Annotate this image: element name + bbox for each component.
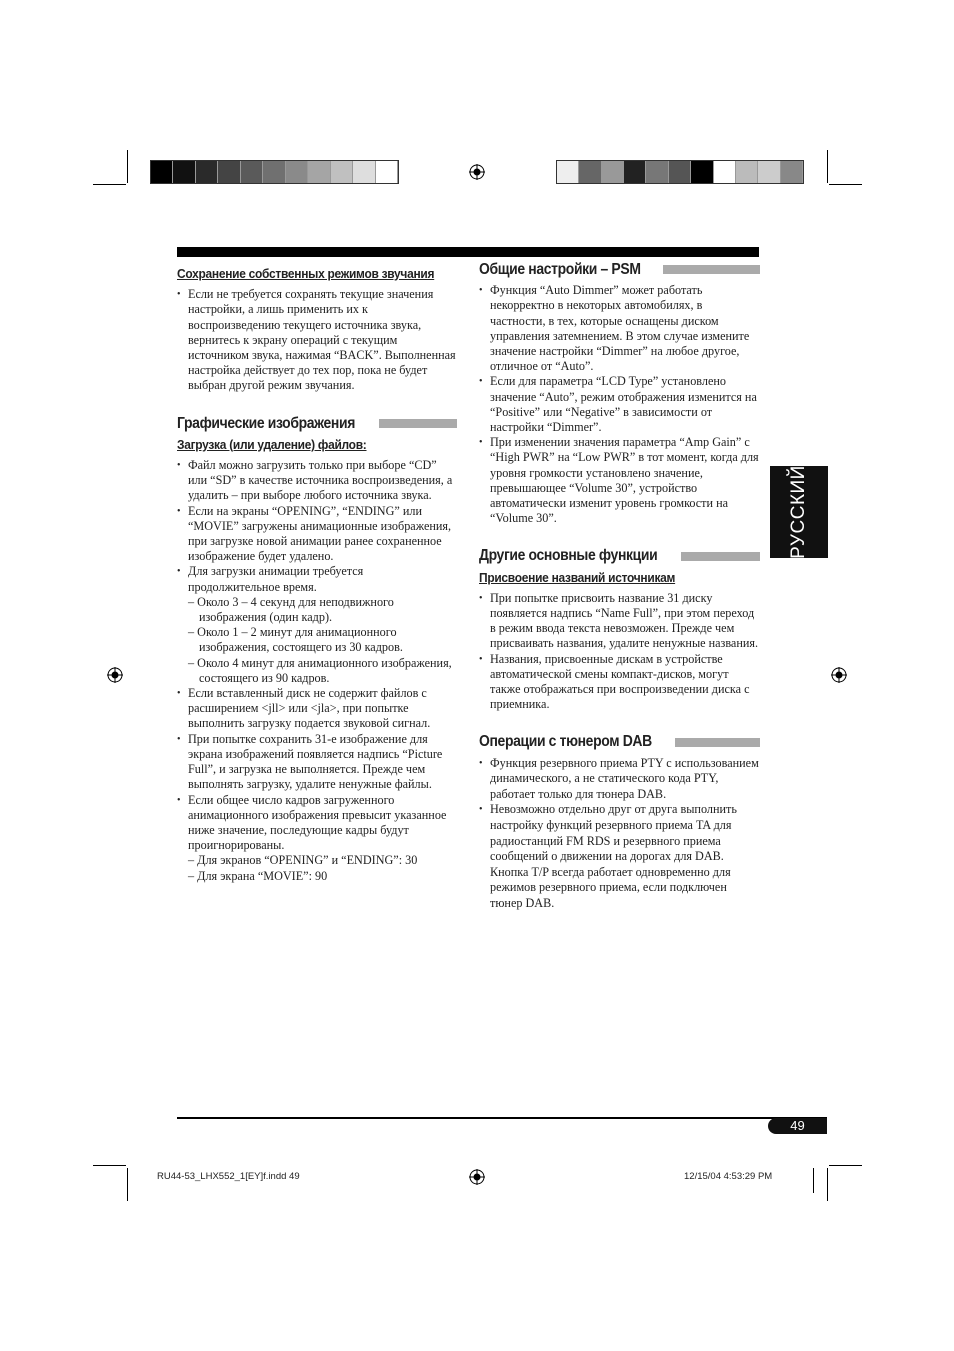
bullet-list [479, 283, 760, 526]
color-calibration-strip-right [556, 160, 804, 184]
heading-bar [663, 265, 760, 274]
list-item: • Невозможно отдельно друг от друга выполнить настройку функций резервного приема TA для радиостанций FM RDS и резервного приема сообщений о движении на дорогах для DAB. Кнопка T/P всегда работает одновременно для режимов резервного приема, если подключен тюнер DAB. [479, 802, 760, 911]
list-item: • Если для параметра “LCD Type” установлено значение “Auto”, режим отображения изменится на “Positive” или “Negative” в зависимости от настройки “Dimmer”. [479, 374, 760, 435]
section-heading [479, 262, 760, 277]
dash-item: – Около 3 – 4 секунд для неподвижного изображения (один кадр). [188, 594, 394, 625]
crop-mark [127, 1168, 128, 1201]
crop-mark [813, 1168, 814, 1193]
list-item: • При изменении значения параметра “Amp Gain” с “High PWR” на “Low PWR” в тот момент, когда для уровня громкости установлено значение, превышающее “Volume 30”, устройство автоматически изменит уровень громкости на “Volume 30”. [479, 435, 760, 526]
footer-timestamp: 12/15/04 4:53:29 PM [684, 1171, 773, 1182]
footer-rule [177, 1117, 827, 1119]
list-item: • Названия, присвоенные дискам в устройстве автоматической смены компакт-дисков, могут также отображаться при воспроизведении диска с приемника. [479, 652, 760, 713]
section-subtitle: Сохранение собственных режимов звучания [177, 266, 435, 281]
section-heading-text: Графические изображения [177, 414, 355, 432]
list-item-text: Для загрузки анимации требуется продолжительное время. [188, 564, 364, 594]
list-item: • Если на экраны “OPENING”, “ENDING” или “MOVIE” загружены анимационные изображения, при загрузке новой анимации ранее сохраненное изображение будет удалено. [177, 504, 457, 565]
registration-mark-icon [469, 164, 485, 180]
language-tab-label: РУССКИЙ [788, 465, 809, 559]
list-item: • Функция “Auto Dimmer” может работать некорректно в некоторых автомобилях, в частности, в тех, которые оснащены диском управления затемнением. В этом случае измените значение настройки “Dimmer” на любое другое, отличное от “Auto”. [479, 283, 760, 374]
list-item: • Функция резервного приема PTY с использованием динамического, а не статического кода PTY, работает только для тюнера DAB. [479, 756, 760, 803]
section-heading [177, 416, 457, 431]
dash-item: – Для экранов “OPENING” и “ENDING”: 30 [188, 853, 418, 868]
list-item: • Если вставленный диск не содержит файлов с расширением <jll> или <jla>, при попытке выполнить загрузку подается звуковой сигнал. [177, 686, 457, 732]
crop-mark [827, 150, 828, 183]
heading-bar [675, 738, 760, 747]
section-heading [479, 734, 760, 749]
list-item: • При попытке присвоить название 31 диску появляется надпись “Name Full”, при этом переход в режим ввода текста невозможен. Прежде чем присваивать названия, удалите ненужные названия. [479, 591, 760, 652]
page-number: 49 [768, 1118, 827, 1134]
bullet-list [177, 458, 457, 884]
dash-item: – Около 4 минут для анимационного изображения, состоящего из 90 кадров. [188, 655, 452, 685]
list-item: • При попытке сохранить 31-е изображение для экрана изображений появляется надпись “Picture Full”, и загрузка не выполняется. Прежде чем выполнять загрузку, удалите ненужные файлы. [177, 732, 457, 793]
footer-filename: RU44-53_LHX552_1[EY]f.indd 49 [157, 1171, 300, 1182]
list-item: • Файл можно загрузить только при выборе “CD” или “SD” в качестве источника воспроизведения, а удалить – при выборе любого источника звука. [177, 458, 457, 504]
dash-item: – Для экрана “MOVIE”: 90 [188, 868, 328, 883]
crop-mark [827, 1168, 828, 1201]
bullet-list [479, 756, 760, 912]
heading-bar [379, 419, 457, 428]
section-subtitle: Загрузка (или удаление) файлов: [177, 436, 367, 452]
registration-mark-icon [831, 667, 847, 683]
list-item [177, 793, 457, 884]
section-subtitle: Присвоение названий источникам [479, 569, 676, 585]
header-rule [177, 247, 759, 257]
right-column [479, 262, 760, 912]
bullet-list [177, 287, 457, 393]
section-heading-text: Операции с тюнером DAB [479, 733, 652, 751]
crop-mark [93, 184, 126, 185]
crop-mark [829, 184, 862, 185]
language-tab [770, 466, 828, 558]
left-column [177, 262, 457, 884]
crop-mark [93, 1165, 126, 1166]
list-item-text: Если общее число кадров загруженного анимационного изображения превысит указанное ниже значение, последующие кадры будут проигнорированы. [188, 792, 447, 853]
registration-mark-icon [469, 1169, 485, 1185]
section-heading-text: Другие основные функции [479, 547, 658, 565]
heading-bar [681, 552, 760, 561]
crop-mark [127, 150, 128, 183]
list-item [177, 564, 457, 686]
section-heading [479, 548, 760, 563]
bullet-list [479, 591, 760, 713]
list-item: • Если не требуется сохранять текущие значения настройки, а лишь применить их к воспроизведению текущего источника звука, вернитесь к экрану операций с текущим источником звука, нажимая “BACK”. Выполненная настройка действует до тех пор, пока не будет выбран другой режим звучания. [177, 287, 457, 393]
registration-mark-icon [107, 667, 123, 683]
dash-item: – Около 1 – 2 минут для анимационного изображения, состоящего из 30 кадров. [188, 625, 403, 655]
crop-mark [829, 1165, 862, 1166]
color-calibration-strip-left [150, 160, 399, 184]
section-heading-text: Общие настройки – PSM [479, 261, 641, 278]
